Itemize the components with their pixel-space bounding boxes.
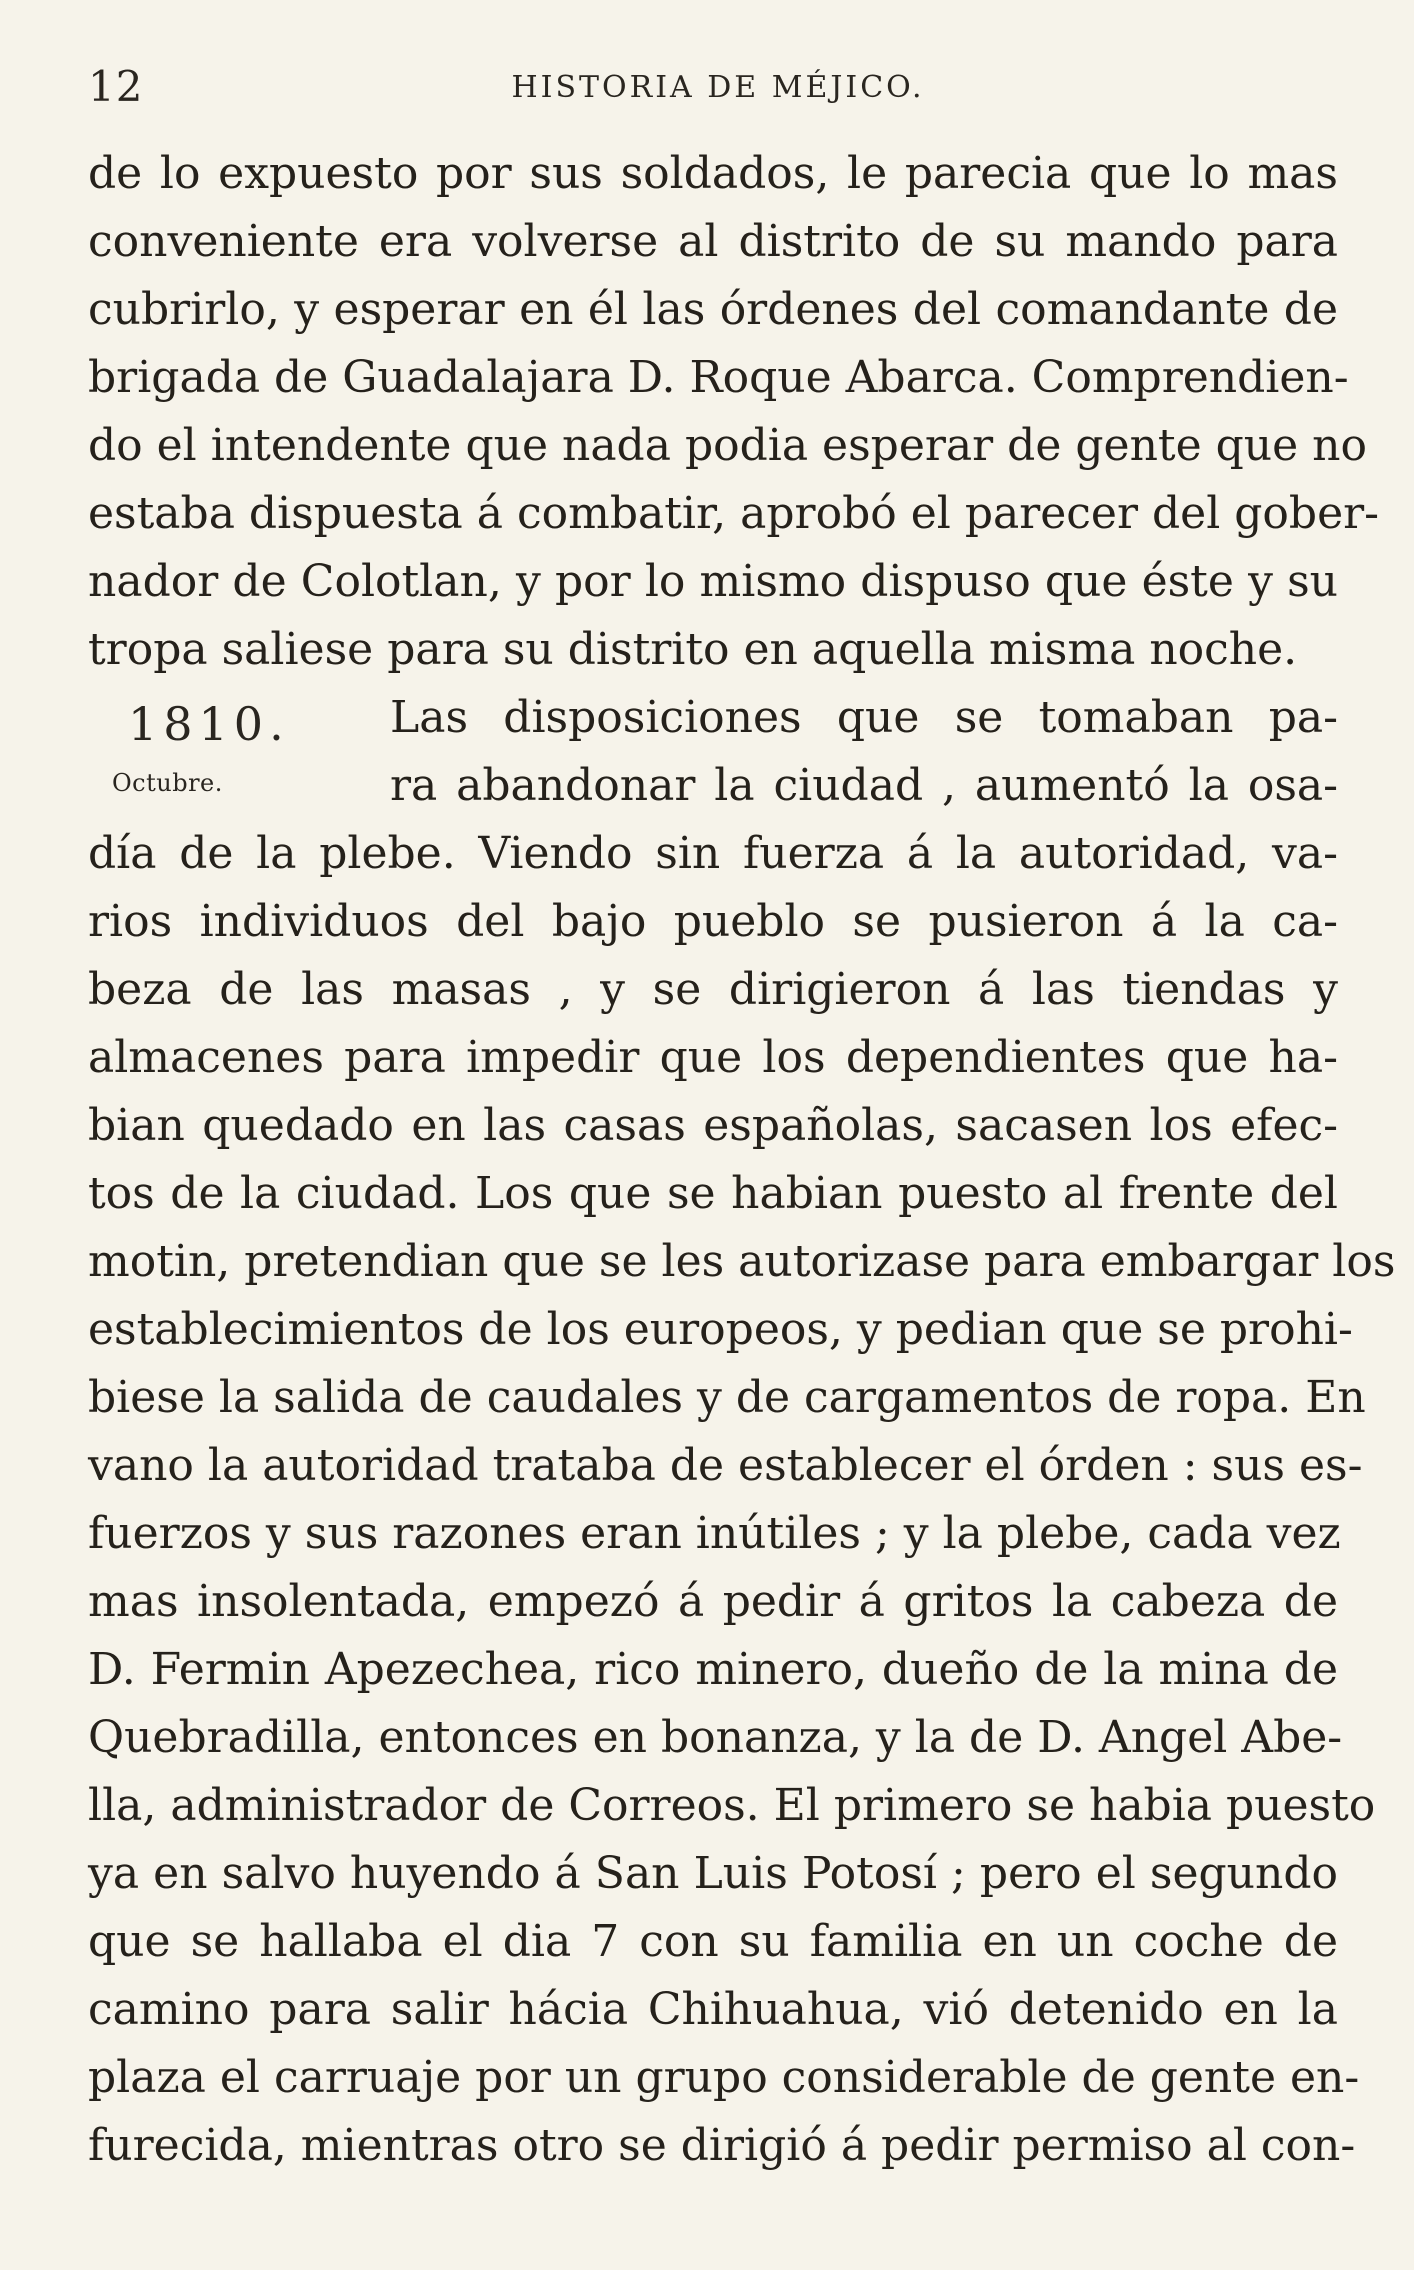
text-line: brigada de Guadalajara D. Roque Abarca. Comprendien- [88, 352, 1349, 403]
text-line: Las disposiciones que se tomaban pa- [390, 692, 1338, 743]
page-number: 12 [88, 62, 144, 111]
text-line: nador de Colotlan, y por lo mismo dispuso que éste y su [88, 556, 1338, 607]
text-line: ra abandonar la ciudad , aumentó la osa- [390, 760, 1338, 811]
text-line: plaza el carruaje por un grupo considerable de gente en- [88, 2052, 1360, 2103]
text-line: fuerzos y sus razones eran inútiles ; y la plebe, cada vez [88, 1508, 1341, 1559]
text-line: furecida, mientras otro se dirigió á pedir permiso al con- [88, 2120, 1356, 2171]
text-line: beza de las masas , y se dirigieron á las tiendas y [88, 964, 1338, 1015]
text-line: que se hallaba el dia 7 con su familia en un coche de [88, 1916, 1338, 1967]
running-title: HISTORIA DE MÉJICO. [511, 70, 925, 105]
text-line: establecimientos de los europeos, y pedian que se prohi- [88, 1304, 1353, 1355]
text-line: motin, pretendian que se les autorizase para embargar los [88, 1236, 1396, 1287]
text-line: cubrirlo, y esperar en él las órdenes del comandante de [88, 284, 1338, 335]
text-line: día de la plebe. Viendo sin fuerza á la autoridad, va- [88, 828, 1338, 879]
marginal-year: 1810. [128, 697, 290, 751]
text-line: rios individuos del bajo pueblo se pusieron á la ca- [88, 896, 1338, 947]
page-header [88, 62, 1348, 122]
text-line: estaba dispuesta á combatir, aprobó el parecer del gober- [88, 488, 1380, 539]
text-line: almacenes para impedir que los dependientes que ha- [88, 1032, 1338, 1083]
text-line: tos de la ciudad. Los que se habian puesto al frente del [88, 1168, 1338, 1219]
text-line: lla, administrador de Correos. El primero se habia puesto [88, 1780, 1376, 1831]
text-line: Quebradilla, entonces en bonanza, y la de D. Angel Abe- [88, 1712, 1343, 1763]
text-line: do el intendente que nada podia esperar de gente que no [88, 420, 1367, 471]
text-line: bian quedado en las casas españolas, sacasen los efec- [88, 1100, 1338, 1151]
text-line: camino para salir hácia Chihuahua, vió detenido en la [88, 1984, 1338, 2035]
text-line: conveniente era volverse al distrito de su mando para [88, 216, 1338, 267]
text-line: ya en salvo huyendo á San Luis Potosí ; pero el segundo [88, 1848, 1338, 1899]
text-line: vano la autoridad trataba de establecer el órden : sus es- [88, 1440, 1363, 1491]
text-line: D. Fermin Apezechea, rico minero, dueño de la mina de [88, 1644, 1338, 1695]
marginal-month: Octubre. [112, 769, 223, 797]
text-line: de lo expuesto por sus soldados, le parecia que lo mas [88, 148, 1338, 199]
text-line: tropa saliese para su distrito en aquella misma noche. [88, 624, 1298, 675]
text-line: mas insolentada, empezó á pedir á gritos la cabeza de [88, 1576, 1338, 1627]
text-line: biese la salida de caudales y de cargamentos de ropa. En [88, 1372, 1366, 1423]
